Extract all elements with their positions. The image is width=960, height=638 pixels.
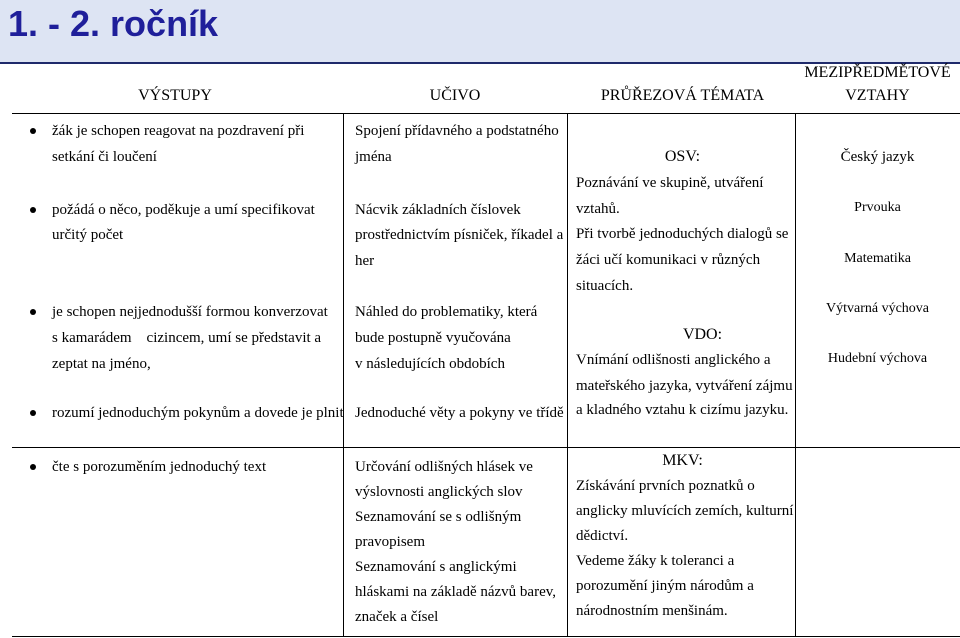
osv-line: Při tvorbě jednoduchých dialogů se [576, 226, 789, 242]
vdo-heading: VDO: [682, 326, 723, 343]
ucivo-line: Nácvik základních číslovek [355, 202, 521, 218]
mkv-line: Vedeme žáky k toleranci a [576, 553, 735, 569]
page-title: 1. - 2. ročník [8, 3, 219, 44]
ucivo-line: výslovnosti anglických slov [355, 484, 523, 500]
col-header-mezipredmetove: MEZIPŘEDMĚTOVÉ [804, 64, 951, 81]
vystup-line: zeptat na jméno, [52, 356, 151, 372]
vztah-item: Matematika [844, 251, 911, 266]
vystup-line: určitý počet [52, 227, 124, 243]
osv-line: vztahů. [576, 201, 620, 217]
mkv-line: národnostním menšinám. [576, 603, 728, 619]
vystup-line: požádá o něco, poděkuje a umí specifikovat [52, 202, 315, 218]
vztah-item: Hudební výchova [827, 351, 928, 366]
col-header-vztahy: VZTAHY [845, 87, 910, 104]
vystup-line: čte s porozuměním jednoduchý text [52, 459, 267, 475]
ucivo-line: hláskami na základě názvů barev, [355, 584, 557, 600]
vystup-line: žák je schopen reagovat na pozdravení při [52, 123, 305, 139]
osv-line: situacích. [576, 278, 634, 294]
ucivo-line: her [355, 253, 375, 269]
mkv-line: dědictví. [576, 528, 629, 544]
vdo-line: mateřského jazyka, vytváření zájmu [576, 378, 793, 394]
col-header-ucivo: UČIVO [429, 87, 481, 104]
vztah-item: Český jazyk [840, 149, 915, 165]
ucivo-line: Náhled do problematiky, která [355, 304, 538, 320]
table-line-top [12, 113, 960, 114]
ucivo-line: Jednoduché věty a pokyny ve třídě [355, 405, 564, 421]
vystup-line: s kamarádem cizincem, umí se představit a [52, 330, 322, 346]
vdo-line: a kladného vztahu k cizímu jazyku. [576, 402, 789, 418]
vztah-item: Výtvarná výchova [825, 301, 930, 316]
bullet [30, 309, 36, 315]
ucivo-line: jména [355, 149, 392, 165]
osv-line: žáci učí komunikaci v různých [576, 252, 761, 268]
vystup-line: setkání či loučení [52, 149, 157, 165]
ucivo-line: v následujících obdobích [355, 356, 505, 372]
ucivo-line: prostřednictvím písniček, říkadel a [355, 227, 564, 243]
mkv-heading: MKV: [662, 452, 703, 469]
column-divider-3 [795, 113, 796, 636]
bullet [30, 128, 36, 134]
bullet [30, 207, 36, 213]
osv-heading: OSV: [664, 148, 701, 165]
header-band [0, 0, 960, 64]
bullet [30, 410, 36, 416]
ucivo-line: Seznamování s anglickými [355, 559, 517, 575]
table-line-bottom [12, 636, 960, 637]
ucivo-line: Seznamování se s odlišným [355, 509, 522, 525]
column-divider-2 [567, 113, 568, 636]
vystup-line: rozumí jednoduchým pokynům a dovede je plnit [52, 405, 344, 421]
mkv-line: porozumění jiným národům a [576, 578, 754, 594]
ucivo-line: Spojení přídavného a podstatného [355, 123, 559, 139]
vystup-line: je schopen nejjednodušší formou konverzovat [52, 304, 328, 320]
osv-line: Poznávání ve skupině, utváření [576, 175, 764, 191]
col-header-vystupy: VÝSTUPY [138, 87, 212, 104]
column-divider-1 [343, 113, 344, 636]
ucivo-line: Určování odlišných hlásek ve [355, 459, 533, 475]
col-header-prurezova-temata: PRŮŘEZOVÁ TÉMATA [600, 87, 765, 104]
mkv-line: anglicky mluvících zemích, kulturní [576, 503, 794, 519]
ucivo-line: bude postupně vyučována [355, 330, 511, 346]
ucivo-line: značek a čísel [355, 609, 439, 625]
bullet [30, 464, 36, 470]
vdo-line: Vnímání odlišnosti anglického a [576, 352, 771, 368]
ucivo-line: pravopisem [355, 534, 425, 550]
table-line-middle [12, 447, 960, 448]
mkv-line: Získávání prvních poznatků o [576, 478, 755, 494]
vztah-item: Prvouka [854, 200, 901, 215]
